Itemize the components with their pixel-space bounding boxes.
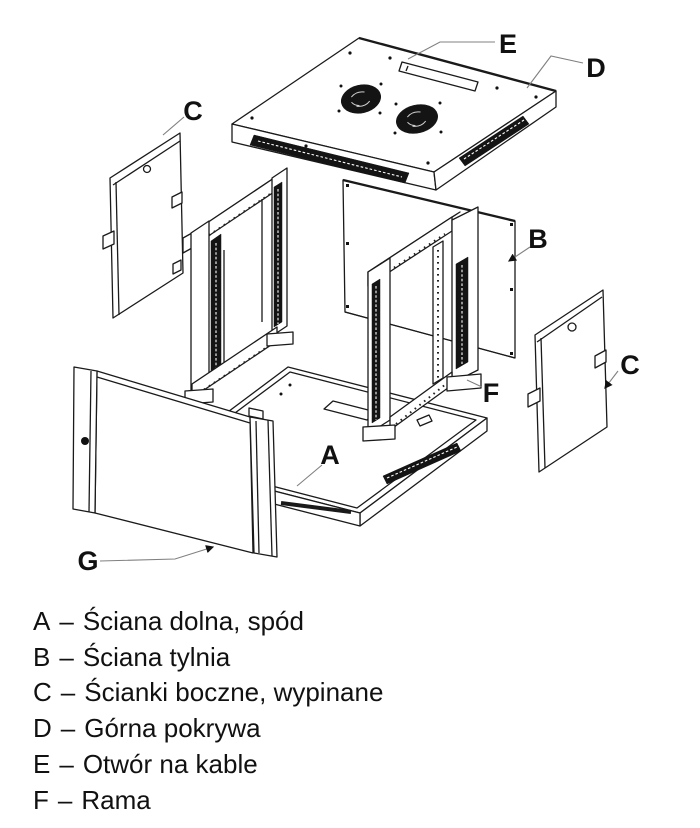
legend-dash: – <box>57 784 73 815</box>
frame-foot <box>267 332 293 346</box>
part-front-door <box>73 367 277 557</box>
part-top-cover <box>232 38 556 190</box>
legend-key: F <box>33 784 49 815</box>
legend-desc: Rama <box>81 784 151 815</box>
leader-C-right <box>605 371 618 388</box>
legend-desc: Otwór na kable <box>82 748 258 779</box>
label-frame: F <box>482 378 500 408</box>
legend-key: D <box>33 713 52 744</box>
legend-key: A <box>33 606 51 636</box>
label-back-panel: B <box>528 224 548 254</box>
part-side-panel-right <box>528 290 607 472</box>
legend-item <box>33 783 383 819</box>
legend-dash: – <box>59 641 74 672</box>
label-side-panel-left: C <box>183 96 203 126</box>
leader-G <box>100 547 213 561</box>
legend <box>33 604 383 818</box>
label-front-door: G <box>77 546 99 576</box>
legend-item <box>33 604 383 640</box>
legend-key: C <box>33 677 52 708</box>
label-bottom-panel: A <box>320 440 340 470</box>
legend-item <box>33 640 383 676</box>
legend-desc: Ściana tylnia <box>82 641 231 672</box>
leader-D <box>527 56 583 88</box>
legend-item <box>33 675 383 711</box>
legend-dash: – <box>60 713 76 744</box>
part-side-panel-left <box>103 133 183 318</box>
legend-key: E <box>33 748 51 779</box>
legend-desc: Górna pokrywa <box>84 713 261 744</box>
legend-key: B <box>33 641 51 672</box>
frame-foot <box>363 425 395 441</box>
legend-dash: – <box>60 677 76 708</box>
legend-desc: Ściana dolna, spód <box>82 606 304 636</box>
legend-dash: – <box>59 606 74 636</box>
frame-foot <box>447 374 481 391</box>
legend-item <box>33 747 383 783</box>
legend-item <box>33 711 383 747</box>
label-top-cover: D <box>586 53 606 83</box>
label-cable-opening: E <box>498 29 518 59</box>
leader-C-left <box>163 117 184 135</box>
legend-dash: – <box>59 748 74 779</box>
door-lock <box>81 437 89 445</box>
part-frame-front <box>183 168 293 404</box>
label-side-panel-right: C <box>620 350 640 380</box>
legend-desc: Ścianki boczne, wypinane <box>84 677 384 708</box>
